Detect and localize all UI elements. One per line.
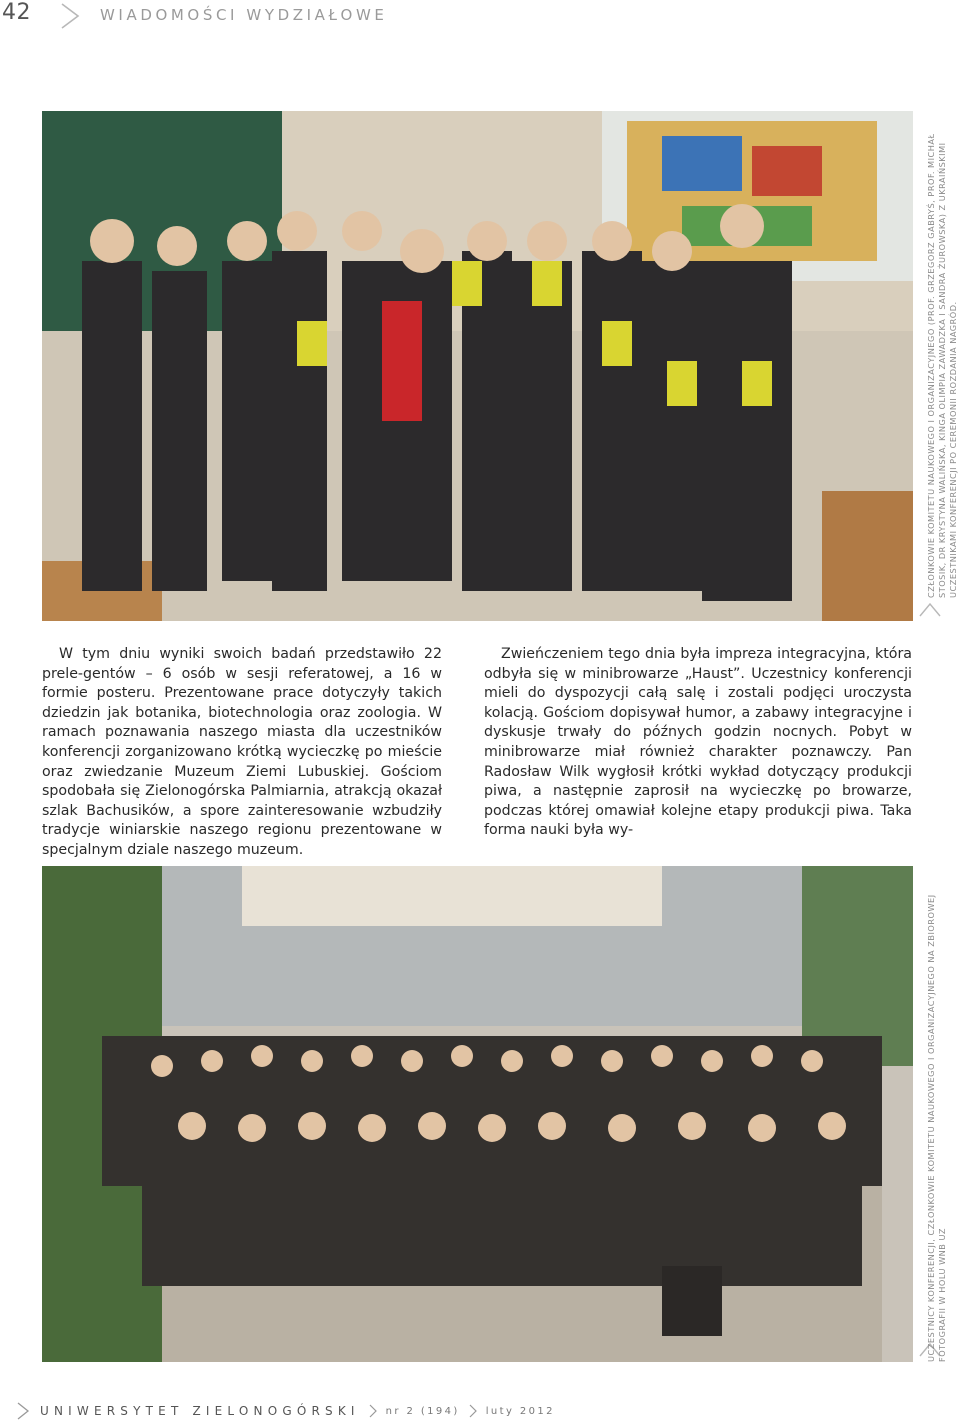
footer-issue: nr 2 (194) — [385, 1405, 460, 1417]
photo-group — [42, 866, 913, 1362]
photo-top-caption: CZŁONKOWIE KOMITETU NAUKOWEGO I ORGANIZACYJNEGO (PROF. GRZEGORZ GABRYŚ, PROF. MICHAŁ STOSIK, DR KRYSTYNA WALIŃSKA, KINGA OLIMPIA ZAWADZKA I SANDRA ŻUROWSKA) Z UKRAIŃSKIMI UCZESTNIKAMI KONFERENCJI PO CEREMONII ROZDANIA NAGRÓD. — [926, 133, 958, 598]
article-column-right — [484, 645, 912, 841]
photo-award-ceremony — [42, 111, 913, 621]
section-title: WIADOMOŚCI WYDZIAŁOWE — [100, 6, 388, 24]
chevron-right-icon — [468, 1404, 478, 1418]
footer-date: luty 2012 — [485, 1405, 555, 1417]
chevron-right-icon — [16, 1402, 30, 1420]
footer — [16, 1400, 555, 1422]
page-number: 42 — [2, 0, 31, 25]
chevron-right-icon — [58, 2, 84, 30]
chevron-right-icon — [368, 1404, 378, 1418]
paragraph: W tym dniu wyniki swoich badań przedstawiło 22 prele-gentów – 6 osób w sesji referatowej, a 16 w formie posteru. Prezentowane prace dotyczyły takich dziedzin jak botanika, biotechnologia oraz zoologia. W ramach poznawania naszego miasta dla uczestników konferencji zorganizowano krótką wycieczkę po mieście oraz zwiedzanie Muzeum Ziemi Lubuskiej. Gościom spodobała się Zielonogórska Palmiarnia, atrakcją okazał szlak Bachusików, a spore zainteresowanie wzbudziły tradycje winiarskie naszego regionu prezentowane w specjalnym dziale naszego muzeum. — [42, 646, 442, 858]
article-column-left — [42, 645, 442, 861]
chevron-up-icon — [918, 600, 942, 620]
footer-university: UNIWERSYTET ZIELONOGÓRSKI — [40, 1404, 360, 1418]
paragraph: Zwieńczeniem tego dnia była impreza integracyjna, która odbyła się w minibrowarze „Haust”. Uczestnicy konferencji mieli do dyspozycji całą salę i zostali podjęci uroczysta kolacją. Gościom dopisywał humor, a zabawy integracyjne i dyskusje trwały do późnych godzin nocnych. Pobyt w minibrowarze miał również charakter poznawczy. Pan Radosław Wilk wygłosił krótki wykład dotyczący produkcji piwa, a następnie zaprosił na wycieczkę po browarze, podczas której omawiał kolejne etapy produkcji piwa. Taka forma nauki była wy- — [484, 646, 912, 839]
photo-bottom-caption: UCZESTNICY KONFERENCJI, CZŁONKOWIE KOMITETU NAUKOWEGO I ORGANIZACYJNEGO NA ZBIOROWEJ FOTOGRAFII W HOLU WNB UZ — [926, 894, 947, 1362]
